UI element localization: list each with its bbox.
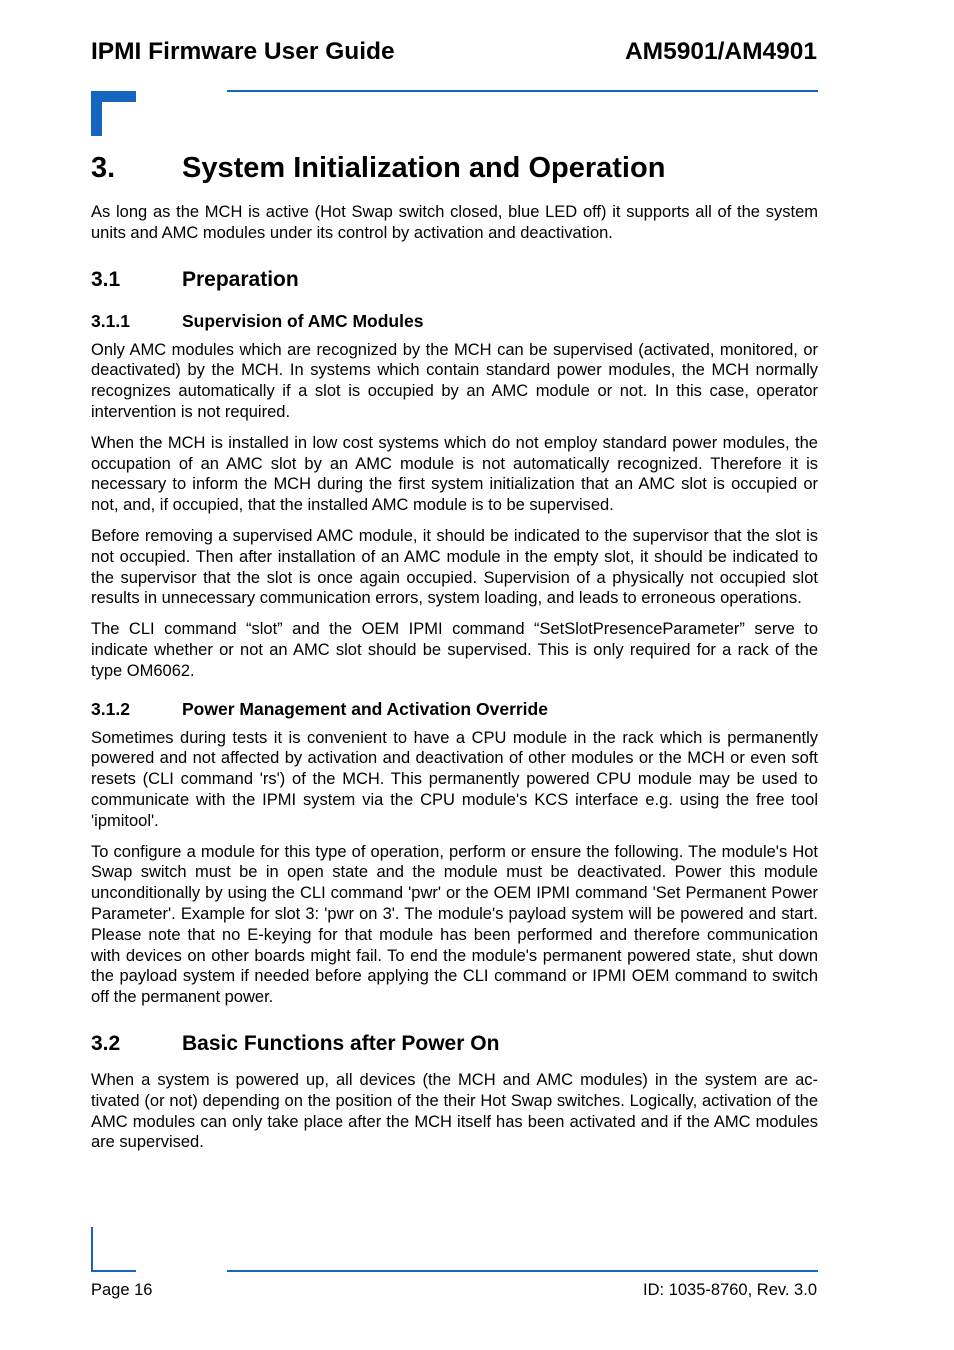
footer-rule: [227, 1270, 818, 1272]
corner-mark-top: [91, 91, 136, 136]
page-number: Page 16: [91, 1281, 153, 1299]
paragraph: Only AMC modules which are recognized by the MCH can be supervised (activated, monitored, or deactivated) by the MCH. In systems which contain standard power modules, the MCH normally recognizes automatically if a slot is occupied by an AMC module or not. In this case, operator intervention is not required.: [91, 340, 818, 421]
subsubsection-heading-3-1-1: [91, 310, 818, 332]
subsection-title: Basic Functions after Power On: [182, 1031, 500, 1055]
section-heading: [91, 148, 818, 188]
subsection-heading-3-1: [91, 266, 818, 294]
section-intro: As long as the MCH is active (Hot Swap switch closed, blue LED off) it supports all of the system units and AMC modules under its control by activation and deactivation.: [91, 203, 818, 242]
subsubsection-title: Power Management and Activation Override: [182, 698, 548, 719]
paragraph: When a system is powered up, all devices (the MCH and AMC modules) in the system are activated (or not) depending on the position of the their Hot Swap switches. Logically, activation of the AMC modules can only take place after the MCH itself has been activated and if the AMC modules are supervised.: [91, 1070, 818, 1152]
paragraph: The CLI command “slot” and the OEM IPMI command “SetSlotPresenceParameter” serve to indicate whether or not an AMC slot should be supervised. This is only required for a rack of the type OM6062.: [91, 620, 818, 680]
corner-mark-bottom: [91, 1227, 136, 1272]
header-product: AM5901/AM4901: [624, 38, 817, 65]
document-id: ID: 1035-8760, Rev. 3.0: [643, 1281, 817, 1299]
paragraph: Sometimes during tests it is convenient to have a CPU module in the rack which is permanently powered and not affected by activation and deactivation of other modules or the MCH or even soft resets (CLI command 'rs') of the MCH. This permanently powered CPU module may be used to communicate with the IPMI system via the CPU module's KCS interface e.g. using the free tool 'ipmitool'.: [91, 728, 818, 830]
subsection-heading-3-2: [91, 1030, 818, 1058]
paragraph: Before removing a supervised AMC module, it should be indicated to the supervisor that the slot is not occupied. Then after installation of an AMC module in the empty slot, it should be indicated to the supervisor that the slot is once again occupied. Supervision of a physically not occupied slot results in unnecessary communication errors, system loading, and leads to erroneous operations.: [91, 526, 818, 608]
page-body: [91, 148, 818, 1163]
subsection-title: Preparation: [182, 267, 299, 291]
paragraph: To configure a module for this type of operation, perform or ensure the following. The module's Hot Swap switch must be in open state and the module must be deactivated. Power this module unconditionally by using the CLI command 'pwr' or the OEM IPMI command 'Set Permanent Power Parameter'. Example for slot 3: 'pwr on 3'. The module's payload system will be powered and start. Please note that no E-keying for that module has been performed and therefore communication with devices on other boards might fail. To end the module's permanent powered state, shut down the payload system if needed before applying the CLI command or IPMI OEM command to switch off the permanent power.: [91, 842, 818, 1007]
header-title: IPMI Firmware User Guide: [91, 38, 395, 65]
section-title: System Initialization and Operation: [182, 152, 666, 184]
subsection-number: 3.1: [91, 267, 121, 291]
section-number: 3.: [91, 152, 116, 184]
subsubsection-number: 3.1.2: [91, 698, 130, 719]
subsubsection-number: 3.1.1: [91, 310, 130, 331]
subsubsection-title: Supervision of AMC Modules: [182, 310, 424, 331]
header-rule: [227, 90, 818, 92]
subsection-number: 3.2: [91, 1031, 121, 1055]
subsubsection-heading-3-1-2: [91, 698, 818, 720]
paragraph: When the MCH is installed in low cost systems which do not employ standard power modules, the occupation of an AMC slot by an AMC module is not automatically recognized. Therefore it is necessary to inform the MCH during the first system initialization that an AMC slot is occupied or not, and, if occupied, that the installed AMC module is to be supervised.: [91, 433, 818, 515]
